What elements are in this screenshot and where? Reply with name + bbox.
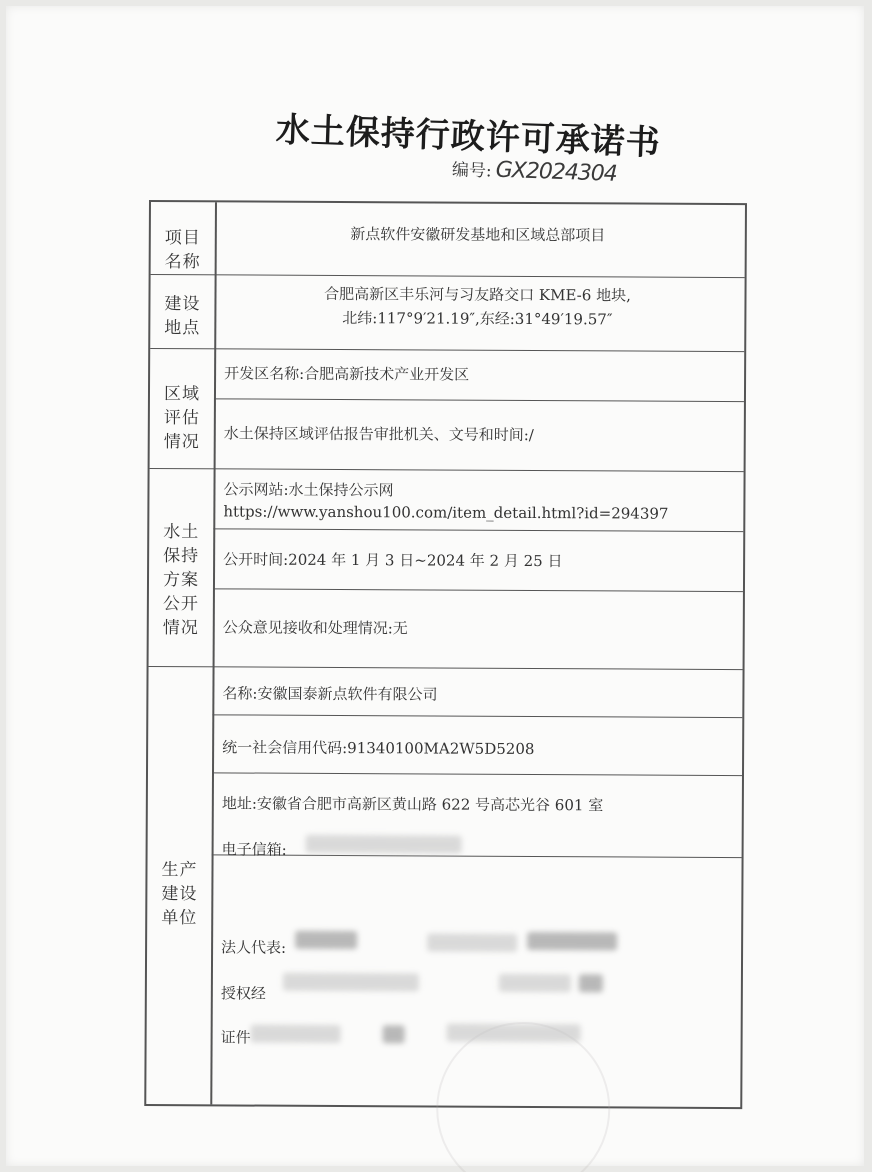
development-zone-name: 开发区名称:合肥高新技术产业开发区 xyxy=(224,364,470,384)
redaction-authorized-3 xyxy=(579,974,603,992)
redaction-authorized xyxy=(283,973,419,992)
publicity-website-url: https://www.yanshou100.com/item_detail.html?id=294397 xyxy=(223,502,669,523)
document-page xyxy=(6,6,864,1166)
row-divider xyxy=(214,398,744,402)
serial-number xyxy=(452,155,618,187)
unit-email: 电子信箱: xyxy=(221,840,287,859)
row-divider xyxy=(212,772,742,776)
redaction-legal-rep-3 xyxy=(527,932,617,950)
redaction-id-doc-2 xyxy=(383,1025,405,1043)
redaction-id-doc xyxy=(251,1025,341,1043)
row-divider xyxy=(213,528,743,532)
serial-label: 编号: xyxy=(451,160,493,182)
redaction-legal-rep xyxy=(295,931,357,949)
redaction-email xyxy=(306,835,462,854)
row-divider xyxy=(213,588,743,592)
unit-id-document: 证件 xyxy=(220,1028,251,1047)
publicity-period: 公开时间:2024 年 1 月 3 日~2024 年 2 月 25 日 xyxy=(223,550,563,571)
publicity-label: 水土 保持 方案 公开 情况 xyxy=(162,522,200,639)
unit-address: 地址:安徽省合肥市高新区黄山路 622 号高芯光谷 601 室 xyxy=(221,794,604,815)
row-divider xyxy=(151,274,745,278)
location-label: 建设 地点 xyxy=(164,294,201,339)
row-divider xyxy=(212,714,742,718)
regional-eval-label: 区域 评估 情况 xyxy=(163,384,201,453)
public-feedback: 公众意见接收和处理情况:无 xyxy=(222,618,408,638)
publicity-website: 公示网站:水土保持公示网 xyxy=(223,480,394,500)
redaction-id-doc-3 xyxy=(447,1024,581,1043)
redaction-authorized-2 xyxy=(499,974,571,992)
location-line1: 合肥高新区丰乐河与习友路交口 KME-6 地块, xyxy=(324,284,631,305)
unit-legal-representative: 法人代表: xyxy=(221,938,287,957)
commitment-table xyxy=(144,200,747,1109)
redaction-legal-rep-2 xyxy=(427,933,517,951)
project-name-value: 新点软件安徽研发基地和区域总部项目 xyxy=(350,225,606,245)
row-divider xyxy=(150,468,744,472)
unit-label: 生产 建设 单位 xyxy=(161,860,198,929)
document-title: 水土保持行政许可承诺书 xyxy=(275,110,662,164)
serial-handwritten-value: GX2024304 xyxy=(495,157,618,187)
project-name-label: 项目 名称 xyxy=(164,228,201,273)
row-divider xyxy=(149,666,743,670)
unit-authorized-agent: 授权经 xyxy=(220,984,266,1003)
row-divider xyxy=(150,348,744,352)
unit-name: 名称:安徽国泰新点软件有限公司 xyxy=(222,684,438,704)
regional-eval-approval: 水土保持区域评估报告审批机关、文号和时间:/ xyxy=(223,424,534,445)
location-line2: 北纬:117°9′21.19″,东经:31°49′19.57″ xyxy=(342,309,613,329)
unit-credit-code: 统一社会信用代码:91340100MA2W5D5208 xyxy=(222,738,535,759)
